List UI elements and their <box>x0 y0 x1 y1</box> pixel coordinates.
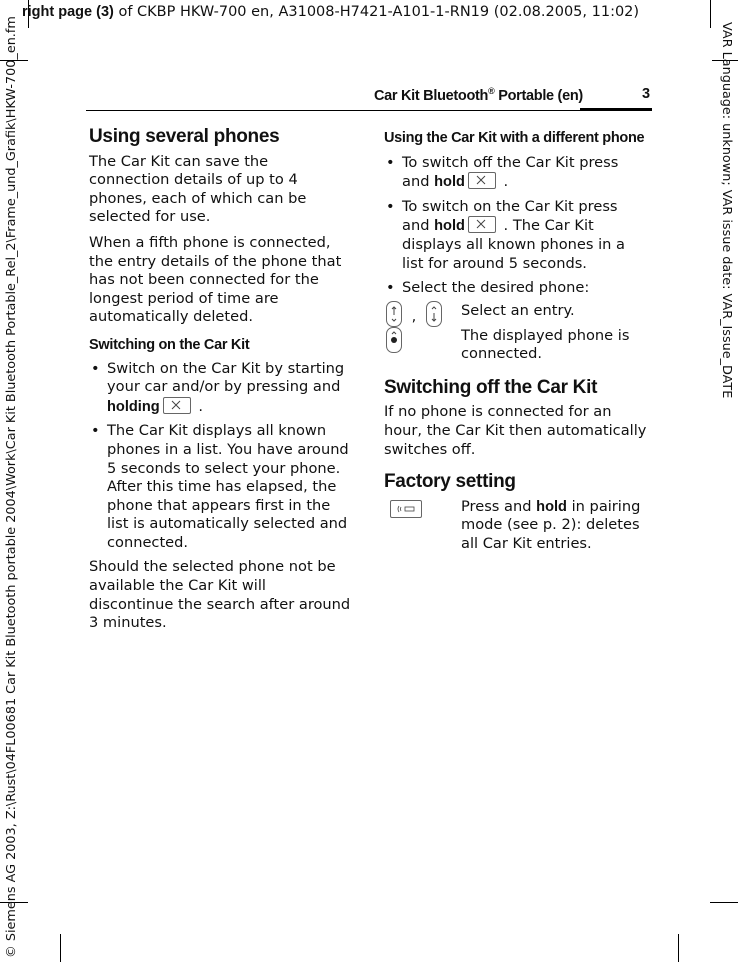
right-b1-bold: hold <box>434 174 465 191</box>
left-bullet-2: • The Car Kit displays all known phones in a list. You have around 5 seconds to select your phone. After this time has elapsed, the phone that appears first in the list is automatically selected and connected. <box>89 422 353 552</box>
right-bullet-2 <box>384 198 648 273</box>
right-b2-end: . The Car Kit displays all known phones in a list for around 5 seconds. <box>402 217 626 272</box>
left-paragraph-3: Should the selected phone not be available the Car Kit will discontinue the search after around 3 minutes. <box>89 558 351 632</box>
factory-post: in pairing mode (see p. 2): deletes all Car Kit entries. <box>461 497 641 552</box>
nav-row-1-text: Select an entry. <box>461 301 575 319</box>
nav-row-2-text: The displayed phone is connected. <box>461 326 630 363</box>
close-key-icon <box>468 216 496 233</box>
left-b1-end: . <box>193 397 203 415</box>
nav-table <box>384 301 648 363</box>
heading-switching-off: Switching off the Car Kit <box>384 376 598 398</box>
left-bullet-list <box>89 360 353 553</box>
factory-bold: hold <box>536 498 567 515</box>
crop-mark-bottom-left-v <box>60 934 61 962</box>
right-b1-text: To switch off the Car Kit press and <box>402 153 619 191</box>
close-key-icon <box>468 172 496 189</box>
heading-using-several-phones: Using several phones <box>89 126 280 147</box>
nav-up-down-icon <box>386 301 402 327</box>
subheading-different-phone: Using the Car Kit with a different phone <box>384 130 645 146</box>
page-number: 3 <box>642 86 650 102</box>
left-paragraph-1: The Car Kit can save the connection details of up to 4 phones, each of which can be selected for use. <box>89 152 307 226</box>
right-b2-bold: hold <box>434 218 465 235</box>
heading-factory-setting: Factory setting <box>384 471 516 493</box>
right-b1-end: . <box>498 173 509 191</box>
frame-top-bold: right page (3) <box>22 4 114 20</box>
subheading-switching-on: Switching on the Car Kit <box>89 336 250 353</box>
header-title-tail: Portable (en) <box>494 87 583 104</box>
factory-pre: Press and <box>461 497 537 515</box>
header-title-main: Car Kit Bluetooth <box>374 87 489 104</box>
frame-top-line <box>22 4 639 20</box>
header-rule <box>86 110 652 111</box>
header-rule-bold <box>580 108 652 111</box>
nav-down-up-icon <box>426 301 442 327</box>
right-column <box>384 129 648 556</box>
factory-row <box>384 498 648 556</box>
right-paragraph-off: If no phone is connected for an hour, the Car Kit then automatically switches off. <box>384 403 647 458</box>
crop-mark-top-right-v <box>710 0 711 28</box>
left-b1-bold: holding <box>107 398 160 415</box>
right-bullet-1 <box>384 154 648 192</box>
frame-left-side-text: © Siemens AG 2003, Z:\Rust\04FL00681 Car Kit Bluetooth portable 2004\Work\Car Kit Bluetooth Portable_Rel_2\Frame_und_Grafik\HKW-700_en.fm <box>4 16 19 958</box>
right-bullet-3: • Select the desired phone: <box>384 279 648 298</box>
pairing-button-icon <box>390 500 422 518</box>
page-header-title <box>374 86 583 104</box>
nav-row-1-separator: , <box>411 307 417 325</box>
factory-text <box>461 498 651 554</box>
header-title-reg: ® <box>488 86 495 96</box>
nav-select-icon <box>386 327 402 353</box>
frame-top-rest: of CKBP HKW-700 en, A31008-H7421-A101-1-RN19 (02.08.2005, 11:02) <box>113 4 640 20</box>
crop-mark-bottom-right-v <box>678 934 679 962</box>
frame-right-side-text: VAR Language: unknown; VAR issue date: VAR_Issue_DATE <box>719 22 734 399</box>
left-column <box>89 128 353 633</box>
right-b2-text: To switch on the Car Kit press and <box>402 197 618 235</box>
left-b1-text: Switch on the Car Kit by starting your car and/or by pressing and <box>107 359 345 396</box>
left-paragraph-2: When a fifth phone is connected, the entry details of the phone that has not been connected for the longest period of time are automatically deleted. <box>89 233 342 326</box>
crop-mark-bottom-right-h <box>710 902 738 903</box>
close-key-icon <box>163 397 191 414</box>
nav-row-2-icon <box>386 327 402 353</box>
nav-row-1-icons <box>386 301 442 327</box>
right-bullet-list <box>384 154 648 298</box>
left-bullet-1 <box>89 360 353 417</box>
